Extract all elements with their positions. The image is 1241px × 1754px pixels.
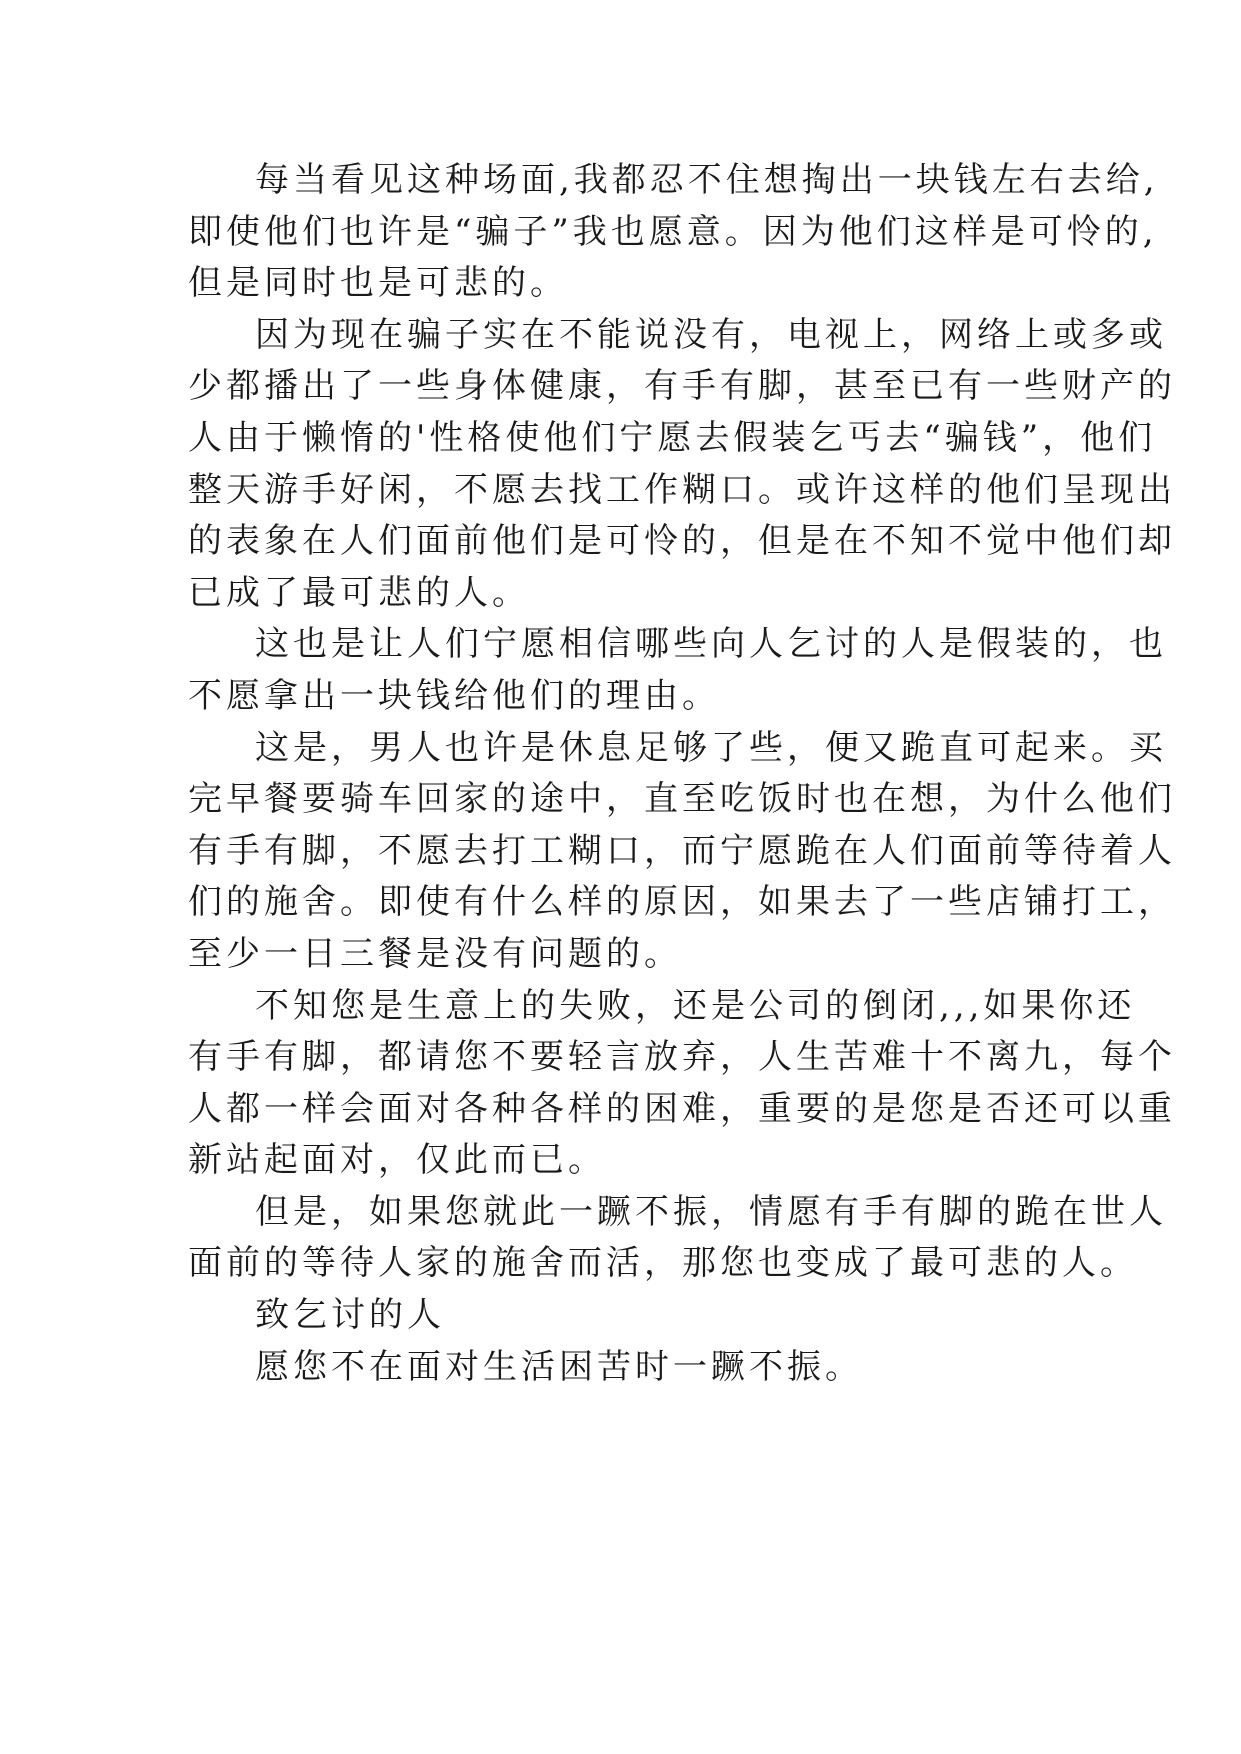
text-line: 但是，如果您就此一蹶不振，情愿有手有脚的跪在世人 <box>255 1191 1167 1232</box>
text-line: 整天游手好闲，不愿去找工作糊口。或许这样的他们呈现出 <box>188 469 1176 510</box>
text-line: 人都一样会面对各种各样的困难，重要的是您是否还可以重 <box>188 1088 1176 1129</box>
text-line: 的表象在人们面前他们是可怜的，但是在不知不觉中他们却 <box>188 521 1176 562</box>
text-line: 至少一日三餐是没有问题的。 <box>188 933 682 974</box>
text-line: 这是，男人也许是休息足够了些，便又跪直可起来。买 <box>255 727 1167 768</box>
text-line: 已成了最可悲的人。 <box>188 572 530 613</box>
text-line: 人由于懒惰的'性格使他们宁愿去假装乞丐去“骗钱”，他们 <box>188 417 1157 458</box>
document-body <box>188 155 1176 1393</box>
text-line: 完早餐要骑车回家的途中，直至吃饭时也在想，为什么他们 <box>188 779 1176 820</box>
text-line: 有手有脚，不愿去打工糊口，而宁愿跪在人们面前等待着人 <box>188 830 1176 871</box>
text-line: 新站起面对，仅此而已。 <box>188 1140 606 1181</box>
text-line: 们的施舍。即使有什么样的原因，如果去了一些店铺打工， <box>188 882 1176 923</box>
text-line: 即使他们也许是“骗子”我也愿意。因为他们这样是可怜的, <box>188 211 1158 252</box>
text-line: 这也是让人们宁愿相信哪些向人乞讨的人是假装的，也 <box>255 624 1167 665</box>
text-line: 少都播出了一些身体健康，有手有脚，甚至已有一些财产的 <box>188 366 1176 407</box>
text-line: 致乞讨的人 <box>255 1295 445 1336</box>
text-line: 不愿拿出一块钱给他们的理由。 <box>188 675 720 716</box>
text-line: 因为现在骗子实在不能说没有，电视上，网络上或多或 <box>255 314 1167 355</box>
text-line: 但是同时也是可悲的。 <box>188 263 568 304</box>
text-line: 面前的等待人家的施舍而活，那您也变成了最可悲的人。 <box>188 1243 1138 1284</box>
text-line: 不知您是生意上的失败，还是公司的倒闭,,,如果你还 <box>255 985 1136 1026</box>
text-line: 每当看见这种场面,我都忍不住想掏出一块钱左右去给, <box>255 160 1159 200</box>
text-line: 愿您不在面对生活困苦时一蹶不振。 <box>255 1346 863 1387</box>
text-line: 有手有脚，都请您不要轻言放弃，人生苦难十不离九，每个 <box>188 1037 1176 1078</box>
